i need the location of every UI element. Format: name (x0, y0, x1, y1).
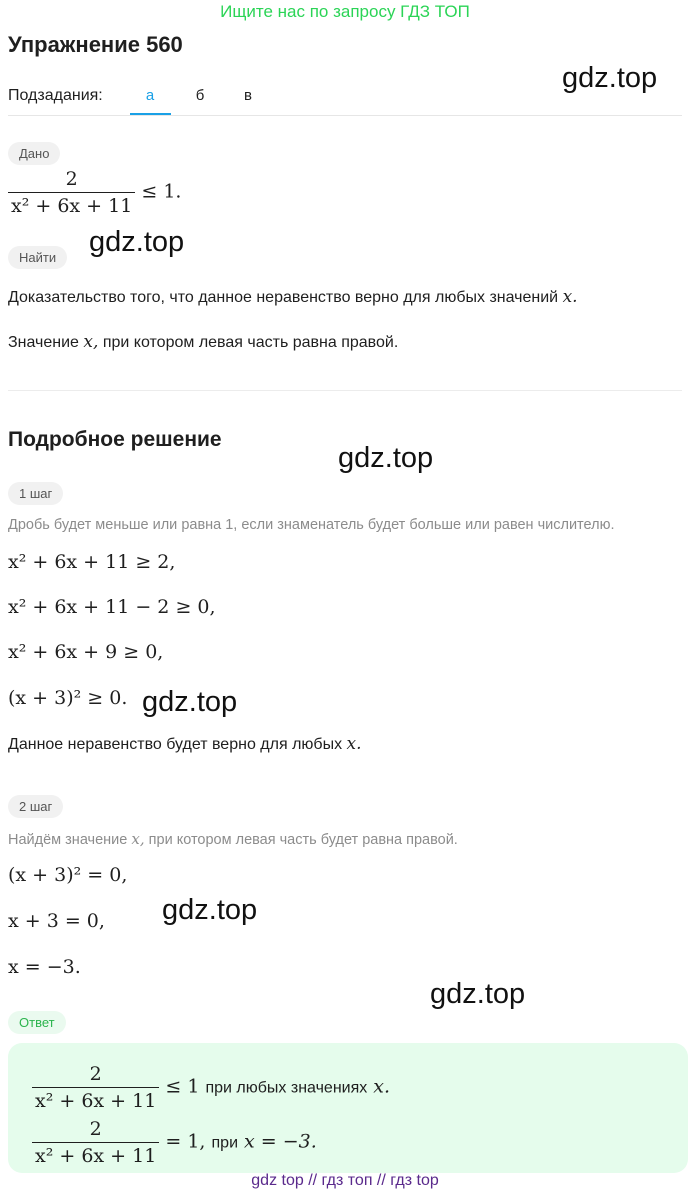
watermark: gdz.top (89, 226, 185, 258)
step-2-badge: 2 шаг (8, 795, 63, 818)
given-relation: ≤ 1. (141, 180, 182, 203)
tab-v[interactable]: в (244, 87, 252, 104)
find-line-1 (8, 287, 578, 307)
section-divider (8, 390, 682, 391)
answer-1-fraction (32, 1063, 159, 1112)
find-line-2-pre: Значение (8, 334, 79, 351)
find-line-2-post: при котором левая часть равна правой. (102, 334, 399, 351)
step-2-line-3: x = −3. (8, 956, 81, 978)
step-1-line-1: x² + 6x + 11 ≥ 2, (8, 551, 176, 573)
step-1-hint: Дробь будет меньше или равна 1, если знаменатель будет больше или равен числителю. (8, 517, 615, 533)
answer-badge: Ответ (8, 1011, 66, 1034)
answer-2-denominator: x² + 6x + 11 (32, 1142, 159, 1167)
given-numerator: 2 (65, 168, 78, 190)
answer-line-2 (32, 1118, 317, 1167)
find-line-1-text: Доказательство того, что данное неравенство верно для любых значений (8, 289, 559, 306)
step-1-conclusion-text: Данное неравенство будет верно для любых (8, 736, 343, 753)
answer-2-numerator: 2 (89, 1118, 102, 1140)
given-denominator: x² + 6x + 11 (8, 192, 135, 217)
answer-1-numerator: 2 (89, 1063, 102, 1085)
step-2-hint-post: при котором левая часть будет равна правой. (148, 832, 458, 848)
subtasks-label: Подзадания: (8, 87, 103, 104)
find-line-2-var: x, (83, 332, 99, 352)
answer-1-var: x. (373, 1075, 391, 1098)
given-badge: Дано (8, 142, 60, 165)
step-1-conclusion-var: x. (346, 734, 362, 754)
given-fraction (8, 168, 135, 217)
watermark: gdz.top (162, 894, 258, 926)
step-1-line-4: (x + 3)² ≥ 0. (8, 687, 128, 709)
tabs-divider (8, 115, 682, 116)
solution-heading: Подробное решение (8, 428, 222, 451)
footer-links[interactable]: gdz top // гдз топ // гдз top (251, 1172, 439, 1189)
step-1-conclusion (8, 734, 362, 754)
answer-2-relation: = 1, (165, 1130, 206, 1153)
step-2-line-1: (x + 3)² = 0, (8, 864, 128, 886)
answer-1-relation: ≤ 1 (165, 1075, 200, 1098)
answer-2-text: при (211, 1134, 238, 1152)
watermark: gdz.top (562, 62, 658, 94)
find-line-1-var: x. (562, 287, 578, 307)
given-inequality (8, 168, 181, 217)
answer-1-text: при любых значениях (205, 1079, 368, 1097)
answer-1-denominator: x² + 6x + 11 (32, 1087, 159, 1112)
answer-2-fraction (32, 1118, 159, 1167)
find-line-2 (8, 332, 398, 352)
watermark: gdz.top (430, 978, 526, 1010)
step-2-hint (8, 830, 458, 848)
page-title: Упражнение 560 (8, 32, 183, 57)
tab-a[interactable]: а (145, 87, 155, 104)
find-badge: Найти (8, 246, 67, 269)
step-1-line-2: x² + 6x + 11 − 2 ≥ 0, (8, 596, 216, 618)
answer-2-var: x = −3. (244, 1130, 317, 1153)
step-1-line-3: x² + 6x + 9 ≥ 0, (8, 641, 164, 663)
answer-box (8, 1043, 688, 1173)
promo-banner[interactable]: Ищите нас по запросу ГДЗ ТОП (220, 2, 470, 21)
active-tab-indicator (130, 113, 171, 115)
tab-b[interactable]: б (195, 87, 205, 104)
answer-line-1 (32, 1063, 390, 1112)
step-2-hint-var: x, (131, 830, 145, 848)
step-2-line-2: x + 3 = 0, (8, 910, 105, 932)
step-1-badge: 1 шаг (8, 482, 63, 505)
step-2-hint-pre: Найдём значение (8, 832, 128, 848)
watermark: gdz.top (338, 442, 434, 474)
watermark: gdz.top (142, 686, 238, 718)
